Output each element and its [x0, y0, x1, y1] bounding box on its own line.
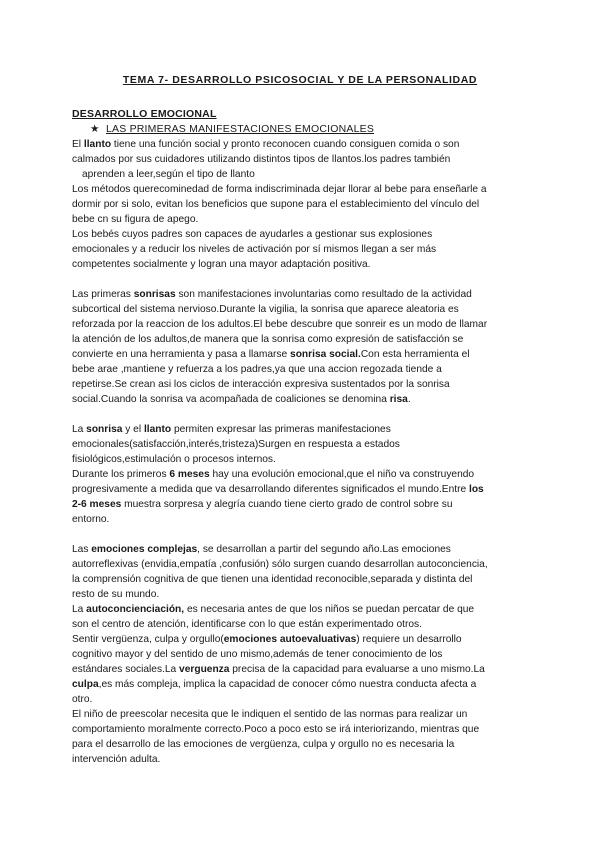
paragraph-line: Sentir vergüenza, culpa y orgullo(emociones autoevaluativas) requiere un desarrollo [72, 634, 462, 645]
paragraph-line: emocionales y a reducir los niveles de activación por sí mismos llegan a ser más [72, 244, 437, 255]
paragraph-line: reforzada por la reaccion de los adultos.El bebe descubre que sonreir es un modo de llamar [72, 319, 488, 330]
paragraph-line: subcortical del sistema nervioso.Durante la vigilia, la sonrisa que aparece aleatoria es [72, 304, 459, 315]
paragraph-line: El niño de preescolar necesita que le indiquen el sentido de las normas para realizar un [72, 709, 468, 720]
paragraph-line: dormir por si solo, evitan los beneficios que supone para el establecimiento del vínculo del [72, 199, 480, 210]
paragraph-line: emocionales(satisfacción,interés,tristeza)Surgen en respuesta a estados [72, 439, 400, 450]
paragraph-line: El llanto tiene una función social y pronto reconocen cuando consiguen comida o son [72, 139, 460, 150]
paragraph-line: para el desarrollo de las emociones de vergüenza, culpa y orgullo no es necesaria la [72, 739, 455, 750]
paragraph-line: Las primeras sonrisas son manifestaciones involuntarias como resultado de la actividad [72, 289, 472, 300]
paragraph-line: progresivamente a medida que va desarrollando diferentes significados el mundo.Entre los [72, 484, 484, 495]
paragraph-line: la comprensión cognitiva de que tienen una identidad reconocible,separada y distinta del [72, 574, 473, 585]
paragraph-line: resto de su mundo. [72, 589, 160, 600]
paragraph-line: Las emociones complejas, se desarrollan a partir del segundo año.Las emociones [72, 544, 451, 555]
paragraph-line: culpa,es más compleja, implica la capacidad de conocer cómo nuestra conducta afecta a [72, 679, 477, 690]
paragraph-line: otro. [72, 694, 93, 705]
paragraph-line: comportamiento moralmente correcto.Poco a poco esto se irá interiorizando, mientras que [72, 724, 480, 735]
paragraph-line: son el centro de atención, identificarse con lo que están experimentado otros. [72, 619, 422, 630]
paragraph-line: la atención de los adultos,de manera que la sonrisa como expresión de satisfacción se [72, 334, 464, 345]
paragraph-line: calmados por sus cuidadores utilizando distintos tipos de llantos.los padres también [72, 154, 451, 165]
bullet-text: LAS PRIMERAS MANIFESTACIONES EMOCIONALES [106, 123, 375, 135]
paragraph-line: cognitivo mayor y del sentido de uno mismo,además de tener conocimiento de los [72, 649, 443, 660]
bullet-item [90, 123, 374, 135]
paragraph-line: autorreflexivas (envidia,empatía ,confusión) sólo surgen cuando desarrollan autoconciencia, [72, 559, 488, 570]
page-title: TEMA 7- DESARROLLO PSICOSOCIAL Y DE LA PERSONALIDAD [122, 74, 478, 86]
paragraph-line: La sonrisa y el llanto permiten expresar las primeras manifestaciones [72, 424, 391, 435]
paragraph-line: bebe cn su figura de apego. [72, 214, 199, 225]
paragraph-line: aprenden a leer,según el tipo de llanto [82, 169, 255, 180]
paragraph-line: fisiológicos,estimulación o procesos internos. [72, 454, 276, 465]
body-text [72, 137, 542, 767]
paragraph-line: social.Cuando la sonrisa va acompañada de coaliciones se denomina risa. [72, 394, 411, 405]
paragraph-line: convierte en una herramienta y pasa a llamarse sonrisa social.Con esta herramienta el [72, 349, 470, 360]
paragraph-line: competentes socialmente y logran una mayor adaptación positiva. [72, 259, 371, 270]
paragraph-line: intervención adulta. [72, 754, 161, 765]
paragraph-line: estándares sociales.La verguenza precisa de la capacidad para evaluarse a uno mismo.La [72, 664, 485, 675]
star-icon: ★ [90, 123, 100, 135]
paragraph-line: Los métodos querecominedad de forma indiscriminada dejar llorar al bebe para enseñarle a [72, 184, 487, 195]
paragraph-line: entorno. [72, 514, 110, 525]
paragraph-line: Los bebés cuyos padres son capaces de ayudarles a gestionar sus explosiones [72, 229, 433, 240]
paragraph-line: 2-6 meses muestra sorpresa y alegría cuando tiene cierto grado de control sobre su [72, 499, 453, 510]
paragraph-line: bebe arae ,mantiene y refuerza a los padres,ya que una accion regozada tiende a [72, 364, 442, 375]
paragraph-line: La autoconcienciación, es necesaria antes de que los niños se puedan percatar de que [72, 604, 475, 615]
section-heading: DESARROLLO EMOCIONAL [72, 108, 217, 120]
paragraph-line: Durante los primeros 6 meses hay una evolución emocional,que el niño va construyendo [72, 469, 475, 480]
paragraph-line: repetirse.Se crean asi los ciclos de interacción expresiva sustentados por la sonrisa [72, 379, 450, 390]
